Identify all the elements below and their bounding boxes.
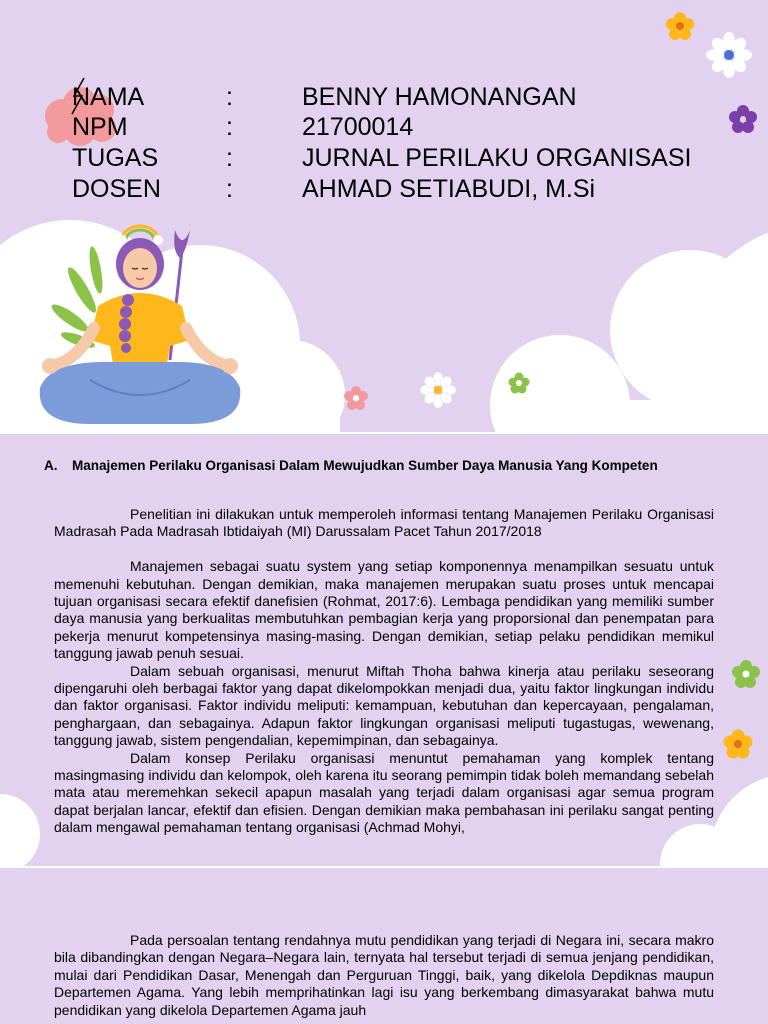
- flower-pink-icon: [344, 386, 368, 410]
- identity-label: NPM: [72, 113, 128, 141]
- identity-colon: :: [226, 113, 233, 141]
- section-heading: [44, 458, 658, 473]
- identity-label: TUGAS: [72, 144, 159, 172]
- identity-label: DOSEN: [72, 175, 161, 203]
- cover-slide: [0, 0, 768, 432]
- content-slide-continued: [0, 868, 768, 1024]
- section-body: [54, 506, 714, 837]
- paragraph: Dalam sebuah organisasi, menurut Miftah Thoha bahwa kinerja atau perilaku seseorang dipengaruhi oleh berbagai faktor yang dapat dikelompokkan menjadi dua, yaitu faktor lingkungan individu dan faktor organisasi. Faktor individu meliputi: kemampuan, kebutuhan dan kepercayaan, pengalaman, penghargaan, dan sebagainya. Adapun faktor lingkungan organisasi meliputi tugastugas, wewenang, tanggung jawab, sistem pengendalian, kepemimpinan, dan sebagainya.: [54, 662, 714, 749]
- section-body: [54, 932, 714, 1019]
- identity-value: BENNY HAMONANGAN: [302, 83, 577, 111]
- identity-value: AHMAD SETIABUDI, M.Si: [302, 175, 596, 203]
- identity-colon: :: [226, 144, 233, 172]
- flower-white-icon: [706, 32, 752, 78]
- identity-value: 21700014: [302, 113, 414, 141]
- identity-label: NAMA: [72, 83, 145, 111]
- identity-colon: :: [226, 83, 233, 111]
- meditation-illustration: [30, 210, 260, 432]
- content-slide: [0, 434, 768, 866]
- flower-green-icon: [508, 372, 530, 394]
- paragraph: Dalam konsep Perilaku organisasi menuntut pemahaman yang komplek tentang masingmasing individu dan kelompok, oleh karena itu seorang pemimpin tidak boleh memandang sebelah mata atau meremehkan sekecil apapun masalah yang terjadi dalam organisasi agar semua program dapat berjalan lancar, efektif dan efisien. Dengan demikian maka pembahasan ini perilaku sangat penting dalam mengawal pemahaman tentang organisasi (Achmad Mohyi,: [54, 749, 714, 836]
- flower-white-small-icon: [420, 372, 456, 408]
- section-number: A.: [44, 458, 58, 473]
- identity-value: JURNAL PERILAKU ORGANISASI: [302, 144, 692, 172]
- flower-orange-icon: [664, 10, 696, 42]
- flower-green-icon: [732, 660, 760, 688]
- flower-orange-icon: [722, 728, 754, 760]
- paragraph: Penelitian ini dilakukan untuk memperoleh informasi tentang Manajemen Perilaku Organisasi Madrasah Pada Madrasah Ibtidaiyah (MI) Darussalam Pacet Tahun 2017/2018: [54, 506, 714, 540]
- section-title: Manajemen Perilaku Organisasi Dalam Mewujudkan Sumber Daya Manusia Yang Kompeten: [72, 458, 658, 473]
- paragraph: Manajemen sebagai suatu system yang setiap komponennya menampilkan sesuatu untuk memenuhi kebutuhan. Dengan demikian, maka manajemen merupakan suatu proses untuk mencapai tujuan organisasi secara efektif danefisien (Rohmat, 2017:6). Lembaga pendidikan yang memiliki sumber daya manusia yang berkualitas membutuhkan pembagian kerja yang proporsional dan penempatan para pekerja menurut kompetensinya masing-masing. Dengan demikian, setiap pelaku pendidikan memikul tanggung jawab penuh sesuai.: [54, 558, 714, 662]
- flower-purple-icon: [728, 104, 758, 134]
- paragraph: Pada persoalan tentang rendahnya mutu pendidikan yang terjadi di Negara ini, secara makro bila dibandingkan dengan Negara–Negara lain, ternyata hal tersebut terjadi di semua jenjang pendidikan, mulai dari Pendidikan Dasar, Menengah dan Perguruan Tinggi, baik, yang dikelola Depdiknas maupun Departemen Agama. Yang lebih memprihatinkan lagi isu yang berkembang dimasyarakat bahwa mutu pendidikan yang dikelola Departemen Agama jauh: [54, 932, 714, 1018]
- identity-colon: :: [226, 175, 233, 203]
